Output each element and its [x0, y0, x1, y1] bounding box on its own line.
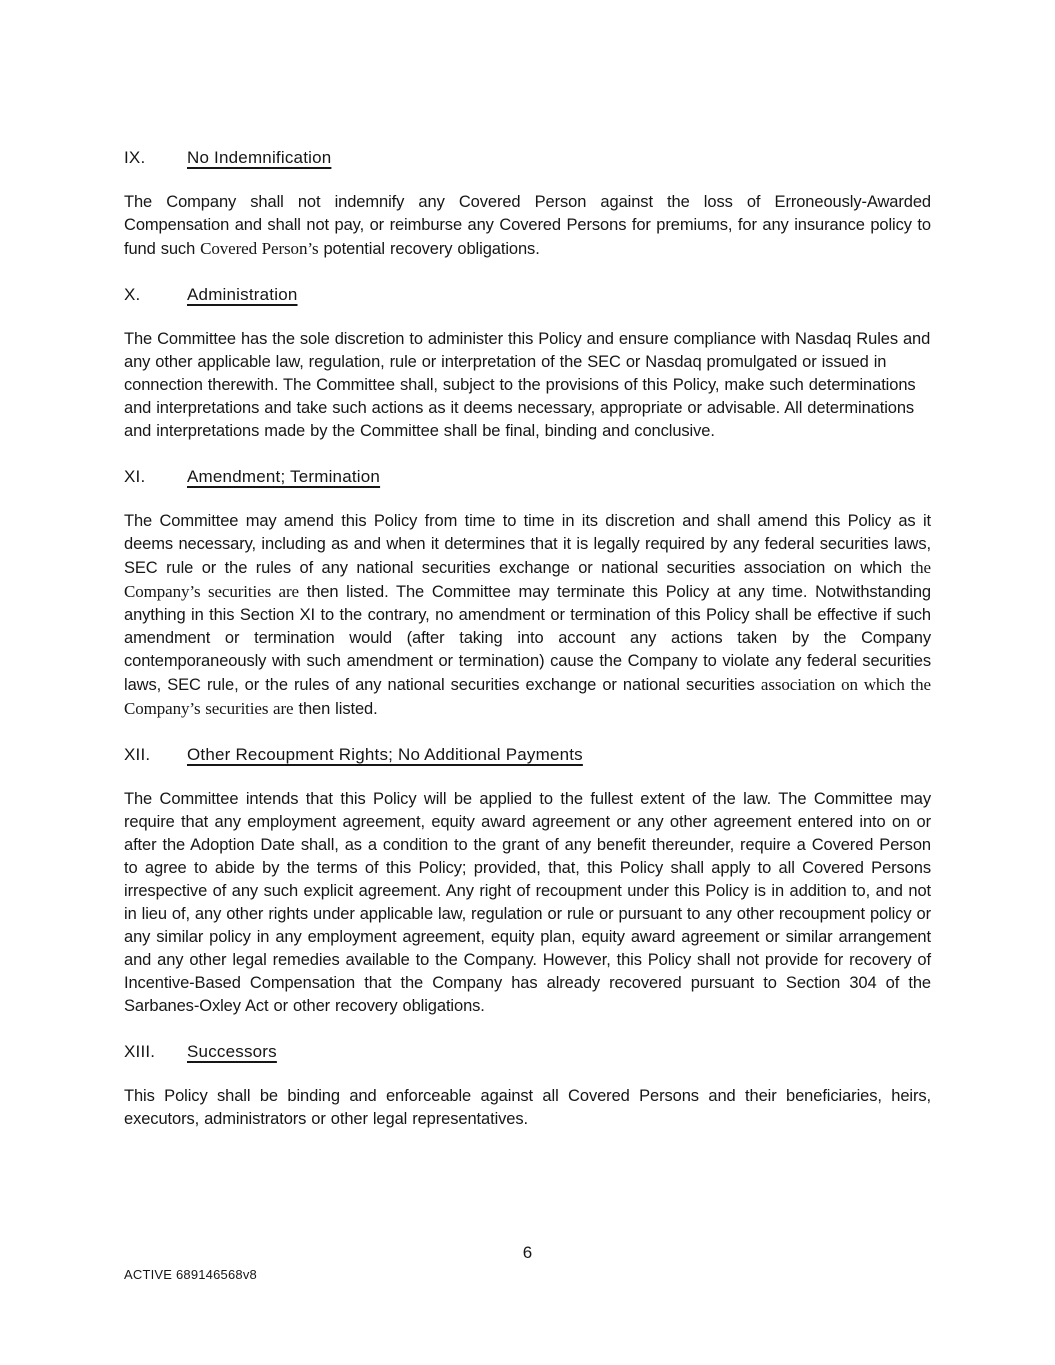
policy-paragraph: This Policy shall be binding and enforceable against all Covered Persons and their beneficiaries, heirs, executors, administrators or other legal representatives.	[124, 1087, 931, 1128]
section-title: Administration	[187, 285, 298, 304]
document-id-footer: ACTIVE 689146568v8	[124, 1267, 257, 1282]
section-numeral: IX.	[124, 148, 146, 167]
policy-paragraph: The Company shall not indemnify any Covered Person against the loss of Erroneously-Awarded Compensation and shall not pay, or reimburse any Covered Persons for premiums, for any insurance policy to fund such Covered Person’s potential recovery obligations.	[124, 193, 931, 258]
section-heading	[124, 743, 931, 766]
policy-paragraph: The Committee has the sole discretion to administer this Policy and ensure compliance with Nasdaq Rules and any other applicable law, regulation, rule or interpretation of the SEC or Nasdaq promulgated or issued in connection therewith. The Committee shall, subject to the provisions of this Policy, make such determinations and interpretations and take such actions as it deems necessary, appropriate or advisable. All determinations and interpretations made by the Committee shall be final, binding and conclusive.	[124, 330, 931, 440]
section-numeral: XII.	[124, 745, 151, 764]
section-title: No Indemnification	[187, 148, 332, 167]
document-body	[124, 146, 931, 1153]
section-heading	[124, 283, 931, 306]
page-number: 6	[522, 1243, 533, 1262]
section-other-recoupment-rights	[124, 743, 931, 1018]
section-heading	[124, 146, 931, 169]
section-amendment-termination	[124, 465, 931, 721]
section-numeral: XI.	[124, 467, 146, 486]
section-title: Amendment; Termination	[187, 467, 381, 486]
policy-paragraph: The Committee may amend this Policy from time to time in its discretion and shall amend this Policy as it deems necessary, including as and when it determines that it is legally required by any federal securities laws, SEC rule or the rules of any national securities exchange or national securities association on which the Company’s securities are then listed. The Committee may terminate this Policy at any time. Notwithstanding anything in this Section XI to the contrary, no amendment or termination of this Policy shall be effective if such amendment or termination would (after taking into account any actions taken by the Company contemporaneously with such amendment or termination) cause the Company to violate any federal securities laws, SEC rule, or the rules of any national securities exchange or national securities association on which the Company’s securities are then listed.	[124, 512, 931, 718]
section-successors	[124, 1040, 931, 1131]
policy-paragraph: The Committee intends that this Policy will be applied to the fullest extent of the law. The Committee may require that any employment agreement, equity award agreement or any other agreement entered into on or after the Adoption Date shall, as a condition to the grant of any benefit thereunder, require a Covered Person to agree to abide by the terms of this Policy; provided, that, this Policy shall apply to all Covered Persons irrespective of any such explicit agreement. Any right of recoupment under this Policy is in addition to, and not in lieu of, any other rights under applicable law, regulation or rule or pursuant to any other recoupment policy or any similar policy in any employment agreement, equity plan, equity award agreement or similar arrangement and any other legal remedies available to the Company. However, this Policy shall not provide for recovery of Incentive-Based Compensation that the Company has already recovered pursuant to Section 304 of the Sarbanes-Oxley Act or other recovery obligations.	[124, 790, 931, 1015]
section-heading	[124, 465, 931, 488]
section-title: Other Recoupment Rights; No Additional Payments	[187, 745, 583, 764]
section-numeral: X.	[124, 285, 141, 304]
section-no-indemnification	[124, 146, 931, 261]
section-heading	[124, 1040, 931, 1063]
section-numeral: XIII.	[124, 1042, 156, 1061]
section-administration	[124, 283, 931, 443]
section-title: Successors	[187, 1042, 277, 1061]
